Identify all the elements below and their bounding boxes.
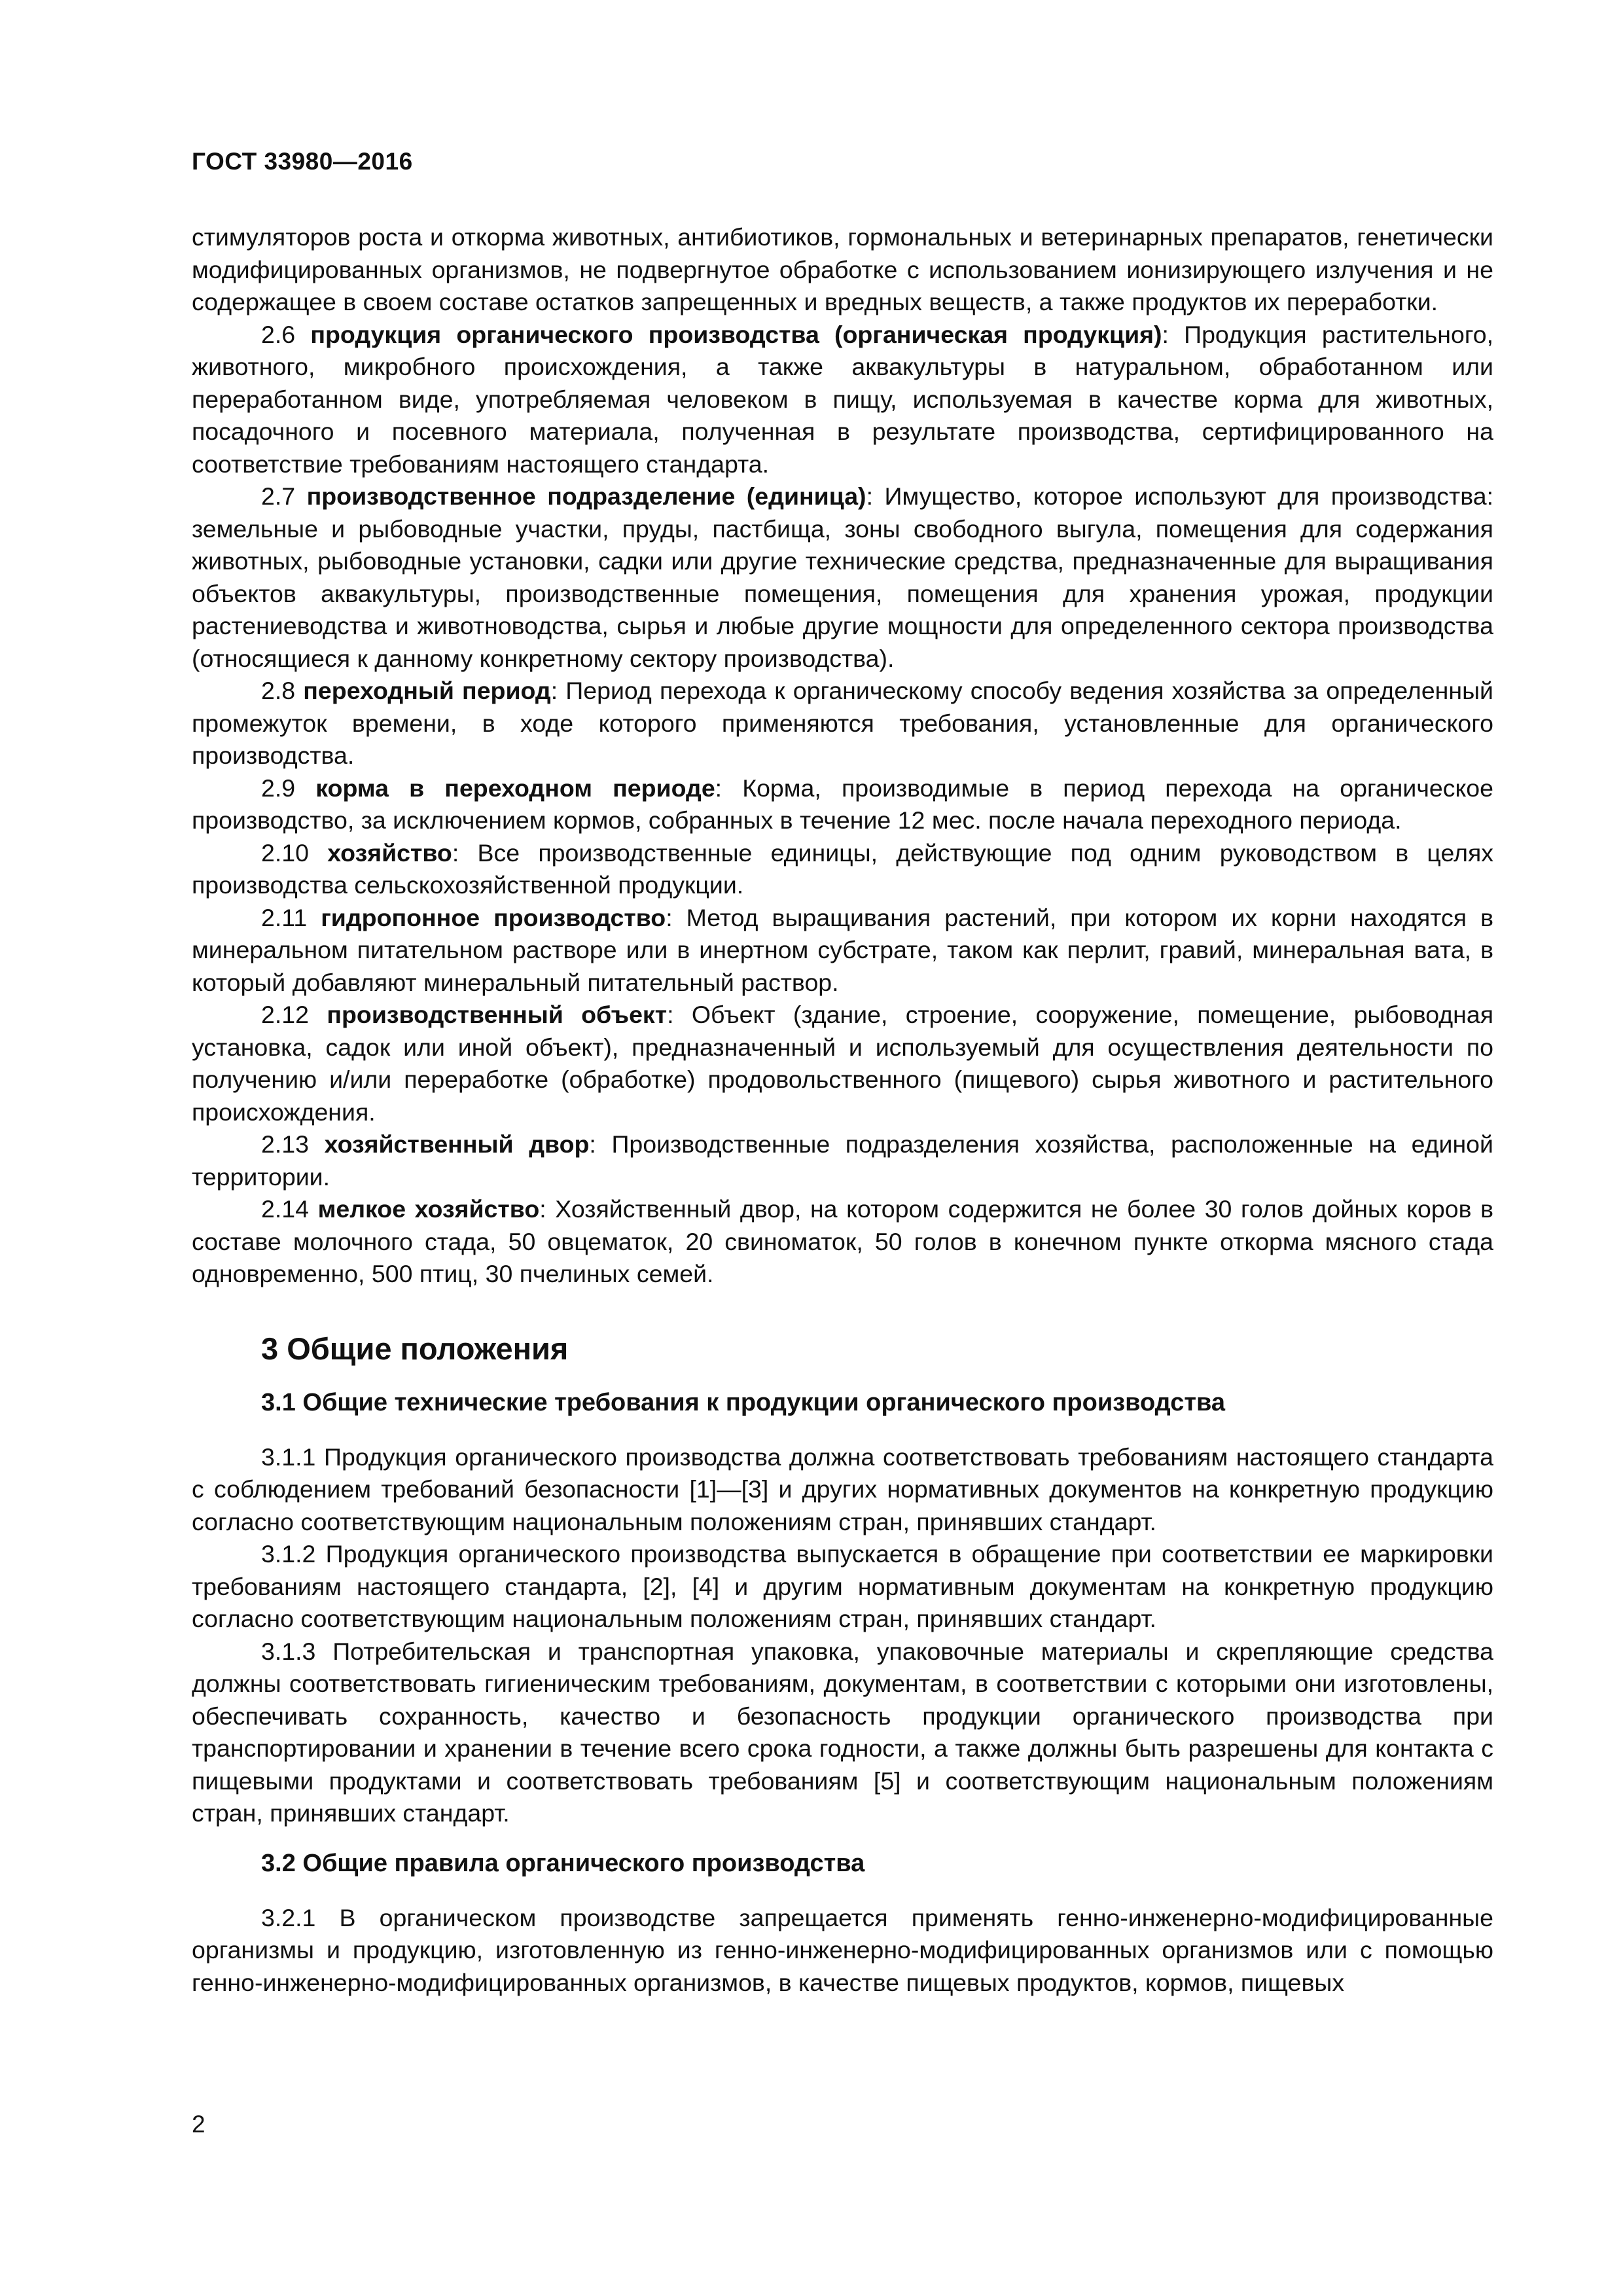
definition-term: производственное подразделение (единица) [306,482,866,510]
definition-term: гидропонное производство [321,903,666,931]
clause-paragraph: 3.1.3 Потребительская и транспортная упаковка, упаковочные материалы и скрепляющие средства должны соответствовать гигиеническим требованиям, документам, в соответствии с которыми они изготовлены, обеспечивать сохранность, качество и безопасность продукции органического производства при транспортировании и хранении в течение всего срока годности, а также должны быть разрешены для контакта с пищевыми продуктами и соответствовать требованиям [5] и соответствующим национальным положениям стран, принявших стандарт. [192,1637,1493,1827]
definition-item: 2.9 корма в переходном периоде: Корма, производимые в период перехода на органическое производство, за исключением кормов, собранных в течение 12 мес. после начала переходного периода. [192,774,1493,834]
definition-term: продукция органического производства (органическая продукция) [310,320,1162,348]
definition-text: : Объект (здание, строение, сооружение, помещение, рыбоводная установка, садок или иной объект), предназначенный и используемый для осуществления деятельности по получению и/или переработке (обработке) продовольственного (пищевого) сырья животного и растительного происхождения. [192,1001,1494,1126]
definition-term: мелкое хозяйство [317,1195,540,1223]
definitions-list [192,319,1493,1291]
continued-paragraph: стимуляторов роста и откорма животных, антибиотиков, гормональных и ветеринарных препаратов, генетически модифицированных организмов, не подвергнутое обработке с использованием ионизирующего излучения и не содержащее в своем составе остатков запрещенных и вредных веществ, а также продуктов их переработки. [192,223,1493,315]
definition-term: переходный период [303,677,551,704]
subsection-heading: 3.1 Общие технические требования к продукции органического производства [261,1388,1226,1416]
definition-text: : Период перехода к органическому способу ведения хозяйства за определенный промежуток времени, в ходе которого применяются требования, установленные для органического производства. [192,677,1493,769]
section-heading: 3 Общие положения [261,1331,569,1366]
definition-item: 2.7 производственное подразделение (единица): Имущество, которое используют для производства: земельные и рыбоводные участки, пруды, пастбища, зоны свободного выгула, помещения для содержания животных, рыбоводные установки, садки или другие технические средства, предназначенные для выращивания объектов аквакультуры, производственные помещения, помещения для хранения урожая, продукции растениеводства и животноводства, сырья и любые другие мощности для определенного сектора производства (относящиеся к данному конкретному сектору производства). [192,482,1494,672]
definition-item: 2.8 переходный период: Период перехода к органическому способу ведения хозяйства за определенный промежуток времени, в ходе которого применяются требования, установленные для органического производства. [192,677,1493,769]
document-header: ГОСТ 33980—2016 [192,148,413,175]
definition-item: 2.11 гидропонное производство: Метод выращивания растений, при котором их корни находятся в минеральном питательном растворе или в инертном субстрате, таком как перлит, гравий, минеральная вата, в который добавляют минеральный питательный раствор. [192,903,1493,996]
clause-paragraph: 3.1.2 Продукция органического производства выпускается в обращение при соответствии ее маркировки требованиям настоящего стандарта, [2], [4] и другим нормативным документам на конкретную продукцию согласно соответствующим национальным положениям стран, принявших стандарт. [192,1540,1493,1632]
clause-paragraph: 3.1.1 Продукция органического производства должна соответствовать требованиям настоящего стандарта с соблюдением требований безопасности [1]—[3] и других нормативных документов на конкретную продукцию согласно соответствующим национальным положениям стран, принявших стандарт. [192,1443,1493,1535]
clause-paragraph: 3.2.1 В органическом производстве запрещается применять генно-инженерно-модифицированные организмы и продукцию, изготовленную из генно-инженерно-модифицированных организмов или с помощью генно-инженерно-модифицированных организмов, в качестве пищевых продуктов, кормов, пищевых [192,1903,1493,1996]
definition-text: : Продукция растительного, животного, микробного происхождения, а также аквакультуры в натуральном, обработанном или переработанном виде, употребляемая человеком в пищу, используемая в качестве корма для животных, посадочного и посевного материала, полученная в результате производства, сертифицированного на соответствие требованиям настоящего стандарта. [192,320,1493,478]
definition-text: : Имущество, которое используют для производства: земельные и рыбоводные участки, пруды, пастбища, зоны свободного выгула, помещения для содержания животных, рыбоводные установки, садки или другие технические средства, предназначенные для выращивания объектов аквакультуры, производственные помещения, помещения для хранения урожая, продукции растениеводства и животноводства, сырья и любые другие мощности для определенного сектора производства (относящиеся к данному конкретному сектору производства). [192,482,1494,672]
subsection-heading: 3.2 Общие правила органического производства [261,1849,865,1877]
page-number: 2 [192,2111,205,2138]
definition-item: 2.12 производственный объект: Объект (здание, строение, сооружение, помещение, рыбоводная установка, садок или иной объект), предназначенный и используемый для осуществления деятельности по получению и/или переработке (обработке) продовольственного (пищевого) сырья животного и растительного происхождения. [192,1001,1494,1126]
definition-text: : Все производственные единицы, действующие под одним руководством в целях производства сельскохозяйственной продукции. [192,838,1494,899]
definition-term: хозяйственный двор [324,1130,590,1158]
definition-text: : Производственные подразделения хозяйства, расположенные на единой территории. [192,1130,1493,1191]
definition-item: 2.6 продукция органического производства (органическая продукция): Продукция растительного, животного, микробного происхождения, а также аквакультуры в натуральном, обработанном или переработанном виде, употребляемая человеком в пищу, используемая в качестве корма для животных, посадочного и посевного материала, полученная в результате производства, сертифицированного на соответствие требованиям настоящего стандарта. [192,320,1493,478]
definition-text: : Хозяйственный двор, на котором содержится не более 30 голов дойных коров в составе молочного стада, 50 овцематок, 20 свиноматок, 50 голов в конечном пункте откорма мясного стада одновременно, 500 птиц, 30 пчелиных семей. [192,1195,1494,1287]
definition-term: корма в переходном периоде [315,774,715,802]
definition-text: : Корма, производимые в период перехода на органическое производство, за исключением кормов, собранных в течение 12 мес. после начала переходного периода. [192,774,1493,834]
definition-term: хозяйство [327,838,452,867]
definition-item: 2.13 хозяйственный двор: Производственные подразделения хозяйства, расположенные на единой территории. [192,1130,1493,1191]
definition-term: производственный объект [327,1001,668,1028]
definition-item: 2.10 хозяйство: Все производственные единицы, действующие под одним руководством в целях производства сельскохозяйственной продукции. [192,838,1494,899]
definition-item: 2.14 мелкое хозяйство: Хозяйственный двор, на котором содержится не более 30 голов дойных коров в составе молочного стада, 50 овцематок, 20 свиноматок, 50 голов в конечном пункте откорма мясного стада одновременно, 500 птиц, 30 пчелиных семей. [192,1195,1494,1287]
page-content [192,221,1493,1999]
definition-text: : Метод выращивания растений, при котором их корни находятся в минеральном питательном растворе или в инертном субстрате, таком как перлит, гравий, минеральная вата, в который добавляют минеральный питательный раствор. [192,903,1493,996]
